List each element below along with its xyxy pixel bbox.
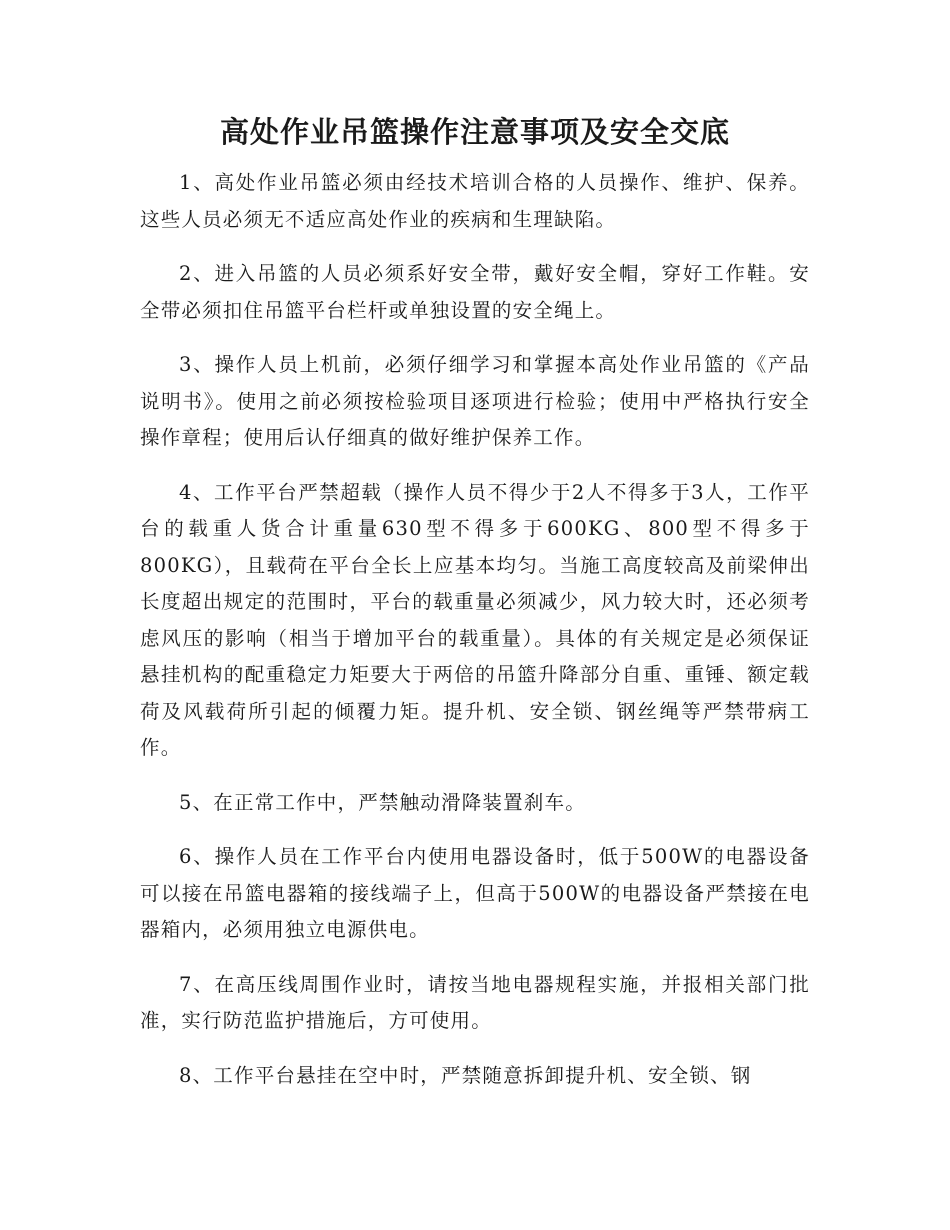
paragraph-4: 4、工作平台严禁超载（操作人员不得少于2人不得多于3人，工作平台的载重人货合计重量630型不得多于600KG、800型不得多于800KG），且载荷在平台全长上应基本均匀。当施工高度较高及前梁伸出长度超出规定的范围时，平台的载重量必须减少，风力较大时，还必须考虑风压的影响（相当于增加平台的载重量）。具体的有关规定是必须保证悬挂机构的配重稳定力矩要大于两倍的吊篮升降部分自重、重锤、额定载荷及风载荷所引起的倾覆力矩。提升机、安全锁、钢丝绳等严禁带病工作。 [140, 480, 810, 759]
paragraph-2: 2、进入吊篮的人员必须系好安全带，戴好安全帽，穿好工作鞋。安全带必须扣住吊篮平台栏杆或单独设置的安全绳上。 [140, 262, 810, 322]
document-body [140, 165, 810, 1112]
paragraph-1: 1、高处作业吊篮必须由经技术培训合格的人员操作、维护、保养。这些人员必须无不适应高处作业的疾病和生理缺陷。 [140, 171, 810, 231]
paragraph-8: 8、工作平台悬挂在空中时，严禁随意拆卸提升机、安全锁、钢 [179, 1063, 752, 1087]
paragraph-3: 3、操作人员上机前，必须仔细学习和掌握本高处作业吊篮的《产品说明书》。使用之前必须按检验项目逐项进行检验；使用中严格执行安全操作章程；使用后认仔细真的做好维护保养工作。 [140, 353, 810, 449]
paragraph-5: 5、在正常工作中，严禁触动滑降装置刹车。 [179, 790, 586, 814]
paragraph-7: 7、在高压线周围作业时，请按当地电器规程实施，并报相关部门批准，实行防范监护措施后，方可使用。 [140, 972, 810, 1032]
paragraph-6: 6、操作人员在工作平台内使用电器设备时，低于500W的电器设备可以接在吊篮电器箱的接线端子上，但高于500W的电器设备严禁接在电器箱内，必须用独立电源供电。 [140, 845, 810, 941]
document-title: 高处作业吊篮操作注意事项及安全交底 [219, 115, 730, 149]
